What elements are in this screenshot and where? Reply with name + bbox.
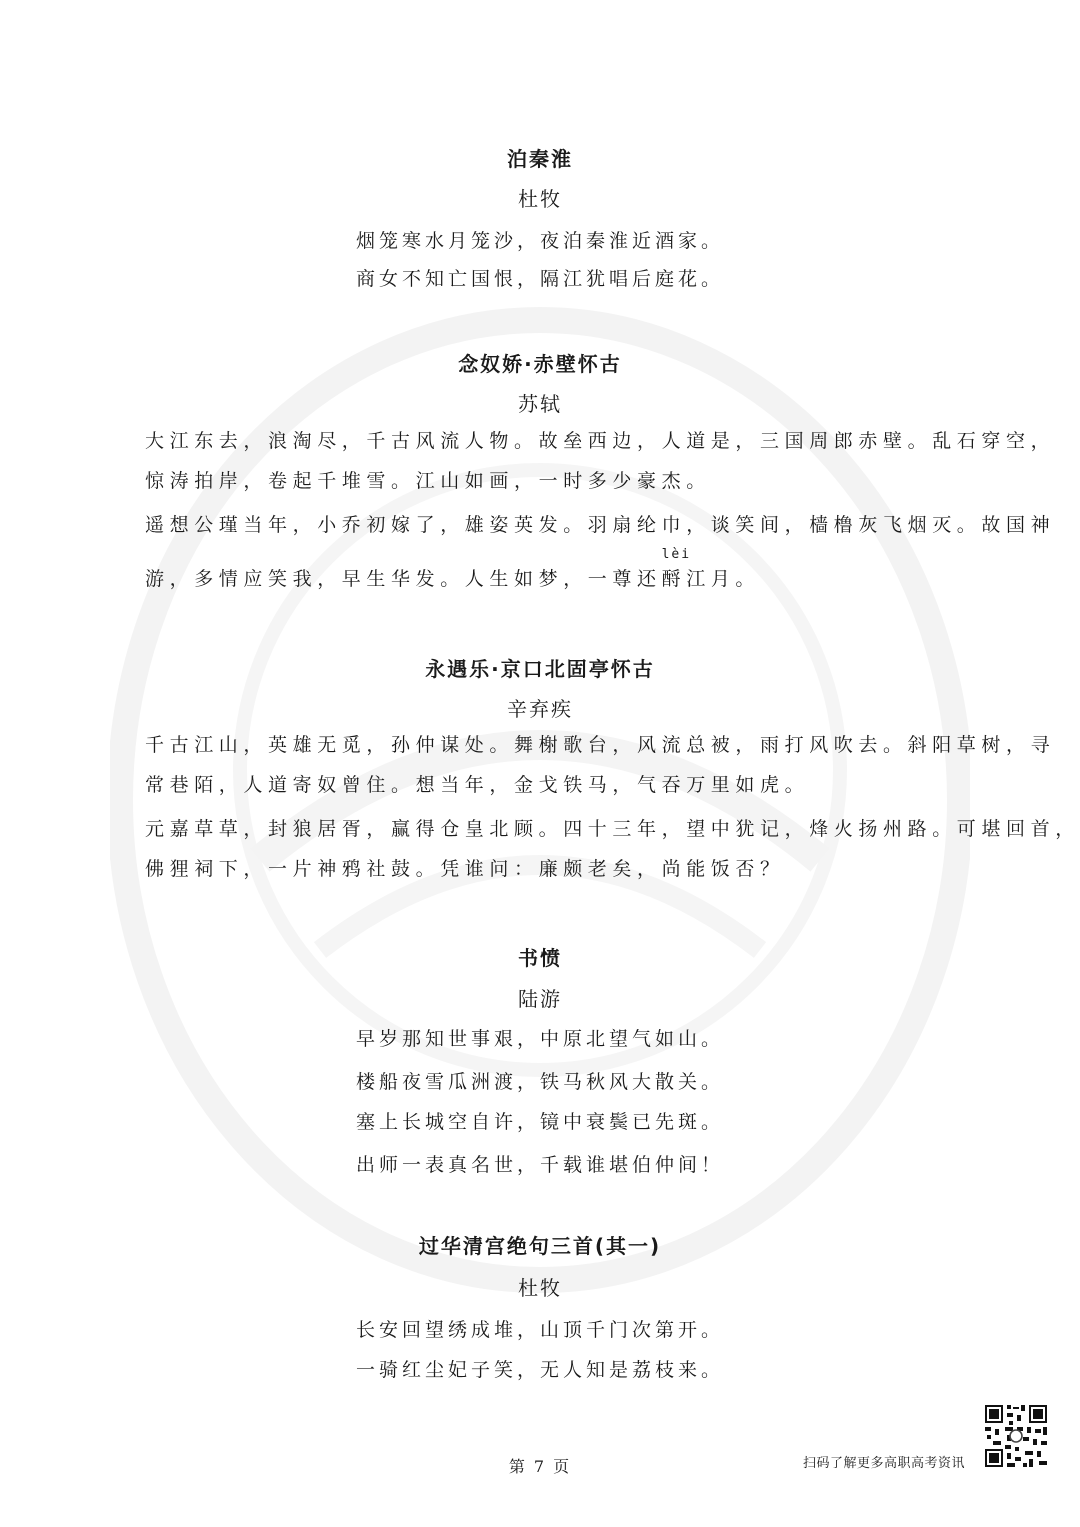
poem-title: 念奴娇·赤壁怀古 bbox=[458, 352, 622, 376]
poem-line: 烟笼寒水月笼沙，夜泊秦淮近酒家。 bbox=[355, 230, 724, 252]
poem-line: 一骑红尘妃子笑，无人知是荔枝来。 bbox=[355, 1359, 724, 1381]
qr-code-icon[interactable] bbox=[983, 1403, 1049, 1469]
poem-line: 千古江山，英雄无觅，孙仲谋处。舞榭歌台，风流总被，雨打风吹去。斜阳草树，寻 bbox=[145, 734, 1056, 756]
poem-line: 塞上长城空自许，镜中衰鬓已先斑。 bbox=[355, 1111, 724, 1133]
poem-line bbox=[145, 547, 985, 590]
page-number: 第 7 页 bbox=[508, 1457, 572, 1476]
poem-line: 楼船夜雪瓜洲渡，铁马秋风大散关。 bbox=[355, 1071, 724, 1093]
poem-line: 惊涛拍岸，卷起千堆雪。江山如画，一时多少豪杰。 bbox=[145, 470, 711, 492]
poem-line: 遥想公瑾当年，小乔初嫁了，雄姿英发。羽扇纶巾，谈笑间，樯橹灰飞烟灭。故国神 bbox=[145, 514, 1056, 536]
poem-title: 书愤 bbox=[518, 946, 562, 970]
poem-line: 常巷陌，人道寄奴曾住。想当年，金戈铁马，气吞万里如虎。 bbox=[145, 774, 810, 796]
poem-title: 过华清宫绝句三首(其一) bbox=[418, 1234, 662, 1258]
poem-line-text: 游，多情应笑我，早生华发。人生如梦，一尊还 bbox=[145, 568, 662, 590]
poem-line: 大江东去，浪淘尽，千古风流人物。故垒西边，人道是，三国周郎赤壁。乱石穿空， bbox=[145, 430, 1056, 452]
poem-author: 杜牧 bbox=[518, 1276, 562, 1300]
poem-title: 泊秦淮 bbox=[507, 147, 573, 171]
qr-caption: 扫码了解更多高职高考资讯 bbox=[803, 1456, 966, 1471]
poem-author: 苏轼 bbox=[518, 392, 562, 416]
pinyin-annotation: lèi bbox=[661, 547, 692, 562]
poem-author: 陆游 bbox=[518, 987, 562, 1011]
poem-line: 元嘉草草，封狼居胥，赢得仓皇北顾。四十三年，望中犹记，烽火扬州路。可堪回首， bbox=[145, 818, 1080, 840]
poem-title: 永遇乐·京口北固亭怀古 bbox=[425, 657, 655, 681]
poem-line: 早岁那知世事艰，中原北望气如山。 bbox=[355, 1028, 724, 1050]
annotated-character bbox=[661, 547, 692, 590]
poem-author: 辛弃疾 bbox=[507, 697, 573, 721]
annotated-character-text: 酹 bbox=[661, 568, 687, 590]
poem-line: 商女不知亡国恨，隔江犹唱后庭花。 bbox=[355, 268, 724, 290]
poem-author: 杜牧 bbox=[518, 187, 562, 211]
poem-line-text: 江月。 bbox=[686, 568, 761, 590]
poem-line: 长安回望绣成堆，山顶千门次第开。 bbox=[355, 1319, 724, 1341]
poem-line: 出师一表真名世，千载谁堪伯仲间！ bbox=[355, 1154, 724, 1176]
poem-line: 佛狸祠下，一片神鸦社鼓。凭谁问：廉颇老矣，尚能饭否？ bbox=[145, 858, 785, 880]
